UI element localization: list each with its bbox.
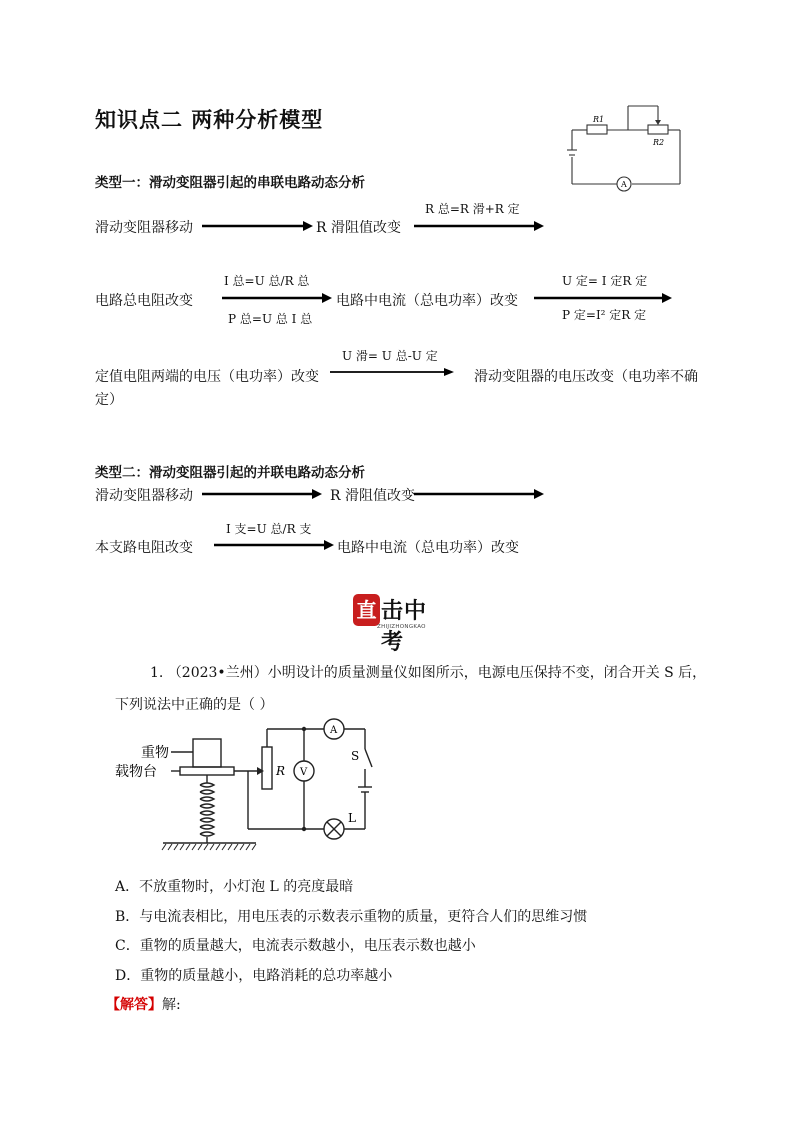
arrow-icon <box>412 220 547 232</box>
t2r1-mid: R 滑阻值改变 <box>330 488 415 504</box>
ammeter-label: A <box>330 725 338 736</box>
arrow-icon <box>220 292 335 304</box>
t1r3-formula: U 滑= U 总-U 定 <box>342 349 438 363</box>
arrow-icon <box>212 539 337 551</box>
ammeter-label: A <box>621 180 627 189</box>
option-b: B．与电流表相比，用电压表的示数表示重物的质量，更符合人们的思维习惯 <box>115 909 588 925</box>
option-a: A．不放重物时，小灯泡 L 的亮度最暗 <box>115 879 354 895</box>
t1r2-formula-top: I 总=U 总/R 总 <box>224 274 310 288</box>
logo-subtext: ZHIJIZHONGKAO <box>377 624 426 630</box>
t1r2-formula2-top: U 定= I 定R 定 <box>562 274 648 288</box>
arrow-icon <box>200 220 315 232</box>
rheostat-label: R <box>276 764 286 778</box>
section-title: 知识点二 两种分析模型 <box>95 108 324 132</box>
series-circuit-diagram <box>560 100 690 192</box>
arrow-icon <box>200 488 325 500</box>
t1r3-start: 定值电阻两端的电压（电功率）改变 <box>95 369 319 385</box>
t1r2-mid: 电路中电流（总电功率）改变 <box>336 293 518 309</box>
t1r1-formula: R 总=R 滑+R 定 <box>425 202 520 216</box>
r2-label: R2 <box>653 138 665 147</box>
platform-label: 载物台 <box>115 764 157 780</box>
brand-logo <box>353 592 448 655</box>
t2r2-formula: I 支=U 总/R 支 <box>226 522 312 536</box>
switch-label: S <box>351 749 360 763</box>
seal-icon: 直 <box>353 594 380 626</box>
t1r1-start: 滑动变阻器移动 <box>95 220 193 236</box>
option-c: C．重物的质量越大，电流表示数越小，电压表示数也越小 <box>115 938 476 954</box>
t1r3-start-cont: 定） <box>95 392 123 408</box>
type2-heading: 类型二：滑动变阻器引起的并联电路动态分析 <box>95 465 365 481</box>
lamp-label: L <box>348 811 356 825</box>
mass-meter-circuit-diagram <box>108 717 398 857</box>
logo-text: 击中考 <box>381 598 428 655</box>
t1r2-formula-bottom: P 总=U 总 I 总 <box>228 312 313 326</box>
t2r2-start: 本支路电阻改变 <box>95 540 193 556</box>
question-line2: 下列说法中正确的是（ ） <box>115 697 274 713</box>
answer-text: 解: <box>162 997 181 1013</box>
arrow-icon <box>532 292 677 304</box>
t2r2-end: 电路中电流（总电功率）改变 <box>337 540 519 556</box>
t1r2-start: 电路总电阻改变 <box>95 293 193 309</box>
option-d: D．重物的质量越小，电路消耗的总功率越小 <box>115 968 393 984</box>
type1-heading: 类型一：滑动变阻器引起的串联电路动态分析 <box>95 175 365 191</box>
voltmeter-label: V <box>300 767 308 778</box>
r1-label: R1 <box>593 115 605 124</box>
arrow-icon <box>328 366 460 378</box>
t2r1-start: 滑动变阻器移动 <box>95 488 193 504</box>
arrow-icon <box>412 488 547 500</box>
answer-line <box>106 994 181 1014</box>
weight-label: 重物 <box>141 745 169 761</box>
t1r3-end: 滑动变阻器的电压改变（电功率不确 <box>474 369 698 385</box>
answer-tag: 【解答】 <box>106 997 162 1013</box>
t1r1-mid: R 滑阻值改变 <box>316 220 401 236</box>
question-line1: 1. （2023•兰州）小明设计的质量测量仪如图所示，电源电压保持不变，闭合开关 S 后， <box>150 665 707 681</box>
t1r2-formula2-bottom: P 定=I² 定R 定 <box>562 308 647 322</box>
